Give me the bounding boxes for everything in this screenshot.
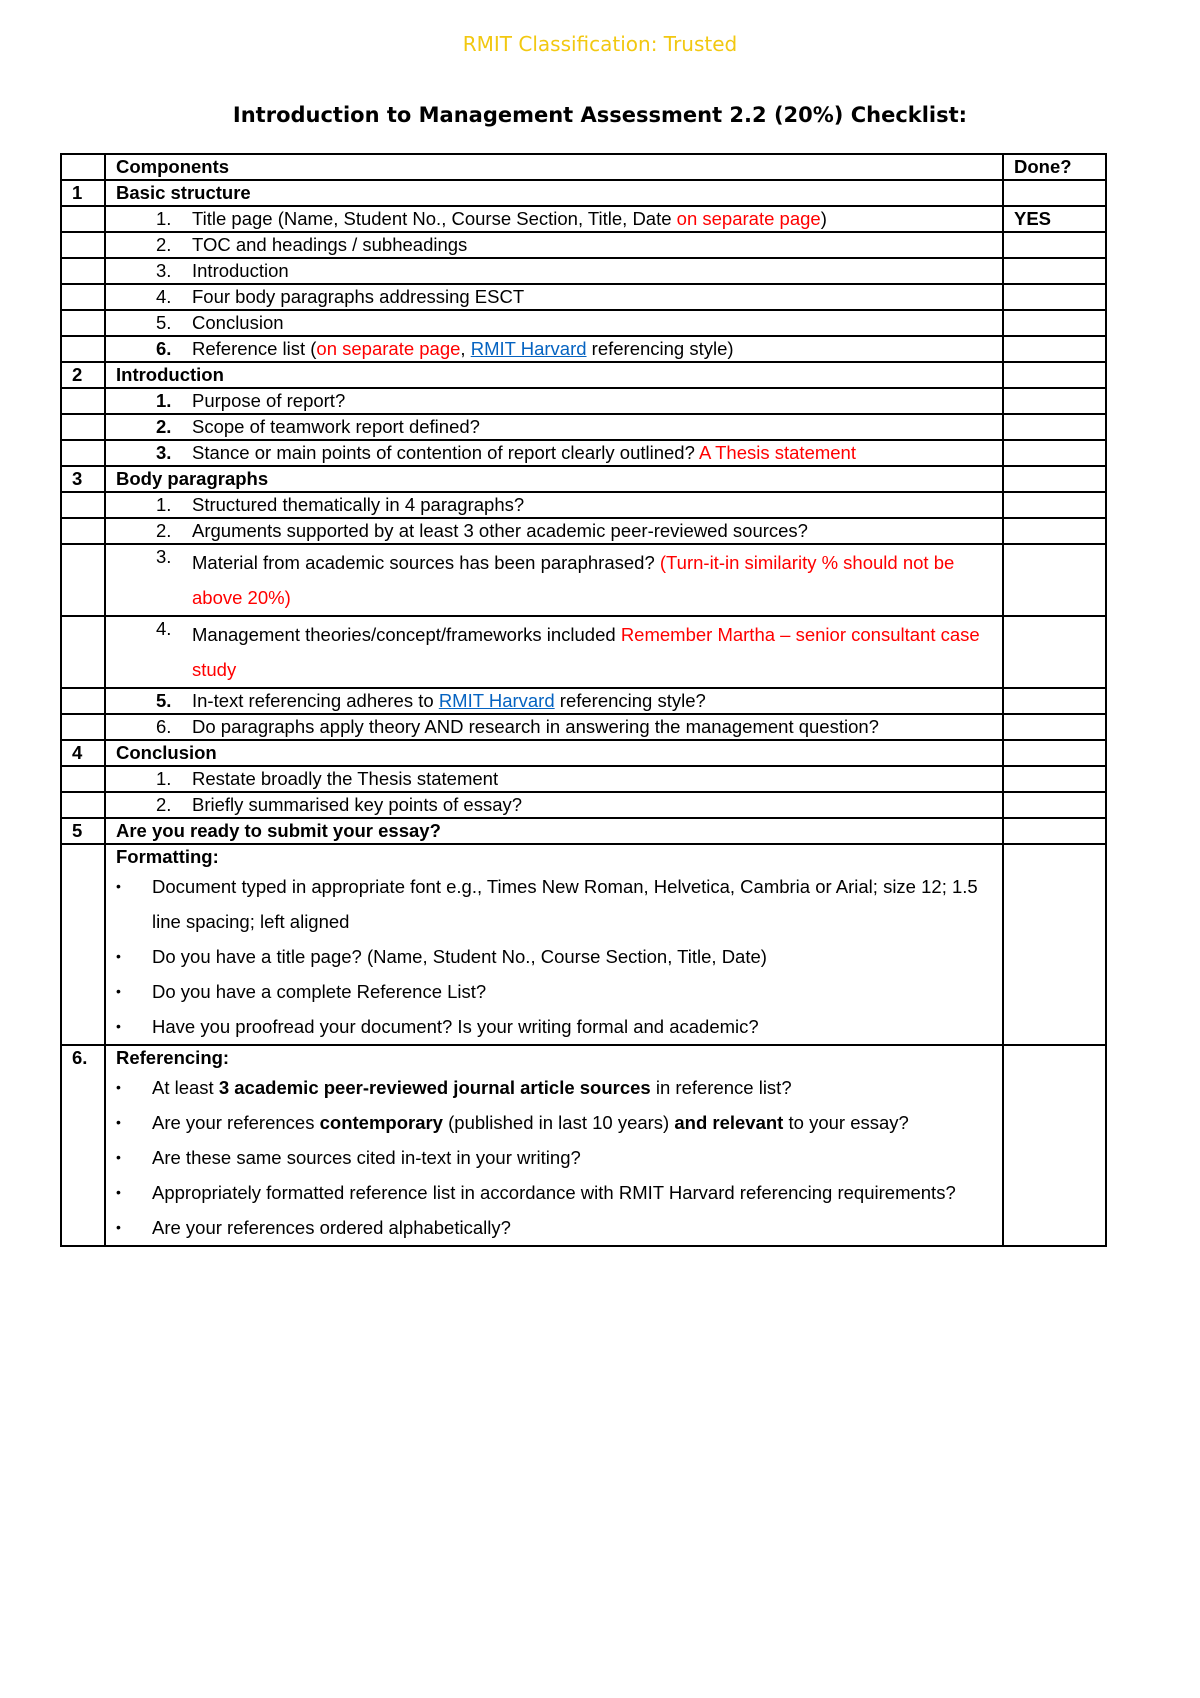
table-row (61, 492, 1106, 518)
item-text: Reference list ( (192, 338, 317, 359)
item-emphasis: contemporary (319, 1112, 443, 1133)
checklist-item (105, 440, 1003, 466)
list-item (116, 974, 992, 1009)
section-row-2 (61, 362, 1106, 388)
table-row (61, 766, 1106, 792)
list-item (116, 1009, 992, 1044)
item-highlight: on separate page (676, 208, 821, 229)
table-row (61, 544, 1106, 616)
done-header: Done? (1003, 154, 1106, 180)
num-cell (61, 492, 105, 518)
item-highlight: (Turn-it-in similarity % should not be above 20%) (192, 552, 955, 608)
item-text: Are your references (152, 1112, 320, 1133)
item-emphasis: and relevant (674, 1112, 784, 1133)
item-number: 3. (156, 546, 172, 567)
item-number: 1. (156, 390, 172, 411)
checklist-item (105, 544, 1003, 616)
num-cell (61, 440, 105, 466)
item-emphasis: 3 academic peer-reviewed journal article sources (218, 1077, 651, 1098)
section-row-4 (61, 740, 1106, 766)
done-cell (1003, 414, 1106, 440)
list-item (116, 939, 992, 974)
done-cell (1003, 258, 1106, 284)
page-title: Introduction to Management Assessment 2.2 (20%) Checklist: (232, 103, 968, 127)
num-cell (61, 232, 105, 258)
num-cell (61, 388, 105, 414)
table-row (61, 414, 1106, 440)
section-number: 3 (61, 466, 105, 492)
item-text: Four body paragraphs addressing ESCT (192, 286, 525, 307)
bullet-icon: • (116, 1018, 121, 1034)
table-row (61, 792, 1106, 818)
item-number: 5. (156, 312, 172, 333)
checklist-item (105, 414, 1003, 440)
num-cell (61, 206, 105, 232)
checklist-item (105, 792, 1003, 818)
checklist-item (105, 310, 1003, 336)
item-number: 1. (156, 494, 172, 515)
list-item (116, 1140, 992, 1175)
section-title: Conclusion (105, 740, 1003, 766)
done-cell (1003, 844, 1106, 1045)
item-number: 3. (156, 442, 172, 463)
formatting-list (116, 869, 992, 1044)
done-cell (1003, 792, 1106, 818)
item-text-end: ) (820, 208, 827, 229)
table-row (61, 714, 1106, 740)
item-text-mid: (published in last 10 years) (442, 1112, 675, 1133)
num-cell (61, 766, 105, 792)
done-cell (1003, 466, 1106, 492)
bullet-icon: • (116, 983, 121, 999)
section-number: 4 (61, 740, 105, 766)
done-cell (1003, 688, 1106, 714)
item-number: 1. (156, 768, 172, 789)
item-text: Appropriately formatted reference list in accordance with RMIT Harvard referencing requirements? (152, 1182, 956, 1203)
section-title: Introduction (105, 362, 1003, 388)
section-title: Referencing: (116, 1047, 230, 1068)
item-text: Material from academic sources has been paraphrased? (192, 552, 660, 573)
table-row (61, 616, 1106, 688)
list-item (116, 869, 992, 939)
table-row (61, 232, 1106, 258)
table-header-row (61, 154, 1106, 180)
item-number: 4. (156, 618, 172, 639)
classification-label: RMIT Classification: Trusted (462, 32, 738, 56)
item-text-end: referencing style) (586, 338, 734, 359)
done-cell (1003, 616, 1106, 688)
checklist-item (105, 336, 1003, 362)
checklist-table (60, 153, 1107, 1247)
bullet-icon: • (116, 1219, 121, 1235)
item-number: 6. (156, 338, 172, 359)
table-row (61, 336, 1106, 362)
num-cell (61, 336, 105, 362)
done-cell (1003, 1045, 1106, 1246)
item-text: Stance or main points of contention of report clearly outlined? (192, 442, 699, 463)
num-cell (61, 414, 105, 440)
item-text: Do you have a title page? (Name, Student No., Course Section, Title, Date) (152, 946, 767, 967)
checklist-item (105, 206, 1003, 232)
done-cell (1003, 766, 1106, 792)
formatting-title: Formatting: (116, 846, 219, 867)
checklist-item (105, 766, 1003, 792)
checklist-item (105, 714, 1003, 740)
item-text: Do you have a complete Reference List? (152, 981, 487, 1002)
checklist-item (105, 688, 1003, 714)
components-header: Components (105, 154, 1003, 180)
checklist-item (105, 518, 1003, 544)
done-cell (1003, 388, 1106, 414)
item-number: 6. (156, 716, 172, 737)
bullet-icon: • (116, 1184, 121, 1200)
item-text: Are your references ordered alphabetically? (152, 1217, 511, 1238)
item-text: At least (152, 1077, 219, 1098)
num-cell (61, 544, 105, 616)
item-text: TOC and headings / subheadings (192, 234, 468, 255)
item-number: 2. (156, 234, 172, 255)
section-title: Basic structure (105, 180, 1003, 206)
section-number: 1 (61, 180, 105, 206)
item-text: Management theories/concept/frameworks included (192, 624, 621, 645)
item-number: 2. (156, 794, 172, 815)
formatting-block (105, 844, 1003, 1045)
item-number: 1. (156, 208, 172, 229)
item-number: 2. (156, 416, 172, 437)
table-row (61, 440, 1106, 466)
num-cell (61, 310, 105, 336)
item-text: Purpose of report? (192, 390, 346, 411)
checklist-item (105, 232, 1003, 258)
checklist-item (105, 616, 1003, 688)
num-cell (61, 688, 105, 714)
item-text: Structured thematically in 4 paragraphs? (192, 494, 525, 515)
num-cell (61, 518, 105, 544)
item-number: 4. (156, 286, 172, 307)
done-cell (1003, 518, 1106, 544)
section-title: Body paragraphs (105, 466, 1003, 492)
item-number: 2. (156, 520, 172, 541)
bullet-icon: • (116, 1114, 121, 1130)
done-cell (1003, 818, 1106, 844)
referencing-list (116, 1070, 992, 1245)
item-number: 3. (156, 260, 172, 281)
num-cell (61, 714, 105, 740)
table-row (61, 518, 1106, 544)
bullet-icon: • (116, 1149, 121, 1165)
section-title: Are you ready to submit your essay? (105, 818, 1003, 844)
section-number: 6. (61, 1045, 105, 1246)
num-cell (61, 844, 105, 1045)
num-cell (61, 616, 105, 688)
done-cell (1003, 310, 1106, 336)
item-text: Conclusion (192, 312, 284, 333)
item-text: Do paragraphs apply theory AND research in answering the management question? (192, 716, 879, 737)
list-item (116, 1210, 992, 1245)
num-cell (61, 792, 105, 818)
done-cell (1003, 544, 1106, 616)
item-highlight: on separate page (316, 338, 461, 359)
table-row (61, 258, 1106, 284)
done-cell (1003, 492, 1106, 518)
table-row (61, 688, 1106, 714)
item-highlight: A Thesis statement (699, 442, 856, 463)
item-text: Scope of teamwork report defined? (192, 416, 480, 437)
num-cell (61, 284, 105, 310)
done-cell (1003, 180, 1106, 206)
item-text-end: referencing style? (554, 690, 706, 711)
section-row-3 (61, 466, 1106, 492)
checklist-item (105, 388, 1003, 414)
bullet-icon: • (116, 948, 121, 964)
item-number: 5. (156, 690, 172, 711)
item-text-sep: , (460, 338, 471, 359)
table-row (61, 284, 1106, 310)
table-row (61, 310, 1106, 336)
table-row (61, 844, 1106, 1045)
list-item (116, 1175, 992, 1210)
rmit-harvard-link[interactable]: RMIT Harvard (438, 690, 555, 711)
item-text: In-text referencing adheres to (192, 690, 439, 711)
checklist-item (105, 492, 1003, 518)
section-number: 2 (61, 362, 105, 388)
item-text: Restate broadly the Thesis statement (192, 768, 499, 789)
done-cell (1003, 362, 1106, 388)
list-item (116, 1105, 992, 1140)
checklist-item (105, 284, 1003, 310)
item-text: Have you proofread your document? Is your writing formal and academic? (152, 1016, 759, 1037)
done-cell (1003, 336, 1106, 362)
item-text-end: to your essay? (783, 1112, 909, 1133)
checklist-item (105, 258, 1003, 284)
item-text: Are these same sources cited in-text in your writing? (152, 1147, 581, 1168)
item-text: Arguments supported by at least 3 other academic peer-reviewed sources? (192, 520, 808, 541)
list-item (116, 1070, 992, 1105)
section-number: 5 (61, 818, 105, 844)
done-cell (1003, 440, 1106, 466)
done-cell (1003, 232, 1106, 258)
done-value: YES (1003, 206, 1106, 232)
item-text: Introduction (192, 260, 289, 281)
section-row-1 (61, 180, 1106, 206)
section-row-5 (61, 818, 1106, 844)
num-cell (61, 154, 105, 180)
item-text-end: in reference list? (650, 1077, 792, 1098)
done-cell (1003, 740, 1106, 766)
referencing-block (105, 1045, 1003, 1246)
table-row (61, 206, 1106, 232)
bullet-icon: • (116, 878, 121, 894)
bullet-icon: • (116, 1079, 121, 1095)
item-highlight: Remember Martha – senior consultant case study (192, 624, 980, 680)
table-row (61, 388, 1106, 414)
num-cell (61, 258, 105, 284)
section-row-6 (61, 1045, 1106, 1246)
item-text: Document typed in appropriate font e.g., Times New Roman, Helvetica, Cambria or Arial; size 12; 1.5 line spacing; left aligned (152, 876, 978, 932)
done-cell (1003, 284, 1106, 310)
item-text: Briefly summarised key points of essay? (192, 794, 523, 815)
rmit-harvard-link[interactable]: RMIT Harvard (470, 338, 587, 359)
done-cell (1003, 714, 1106, 740)
item-text: Title page (Name, Student No., Course Section, Title, Date (192, 208, 677, 229)
